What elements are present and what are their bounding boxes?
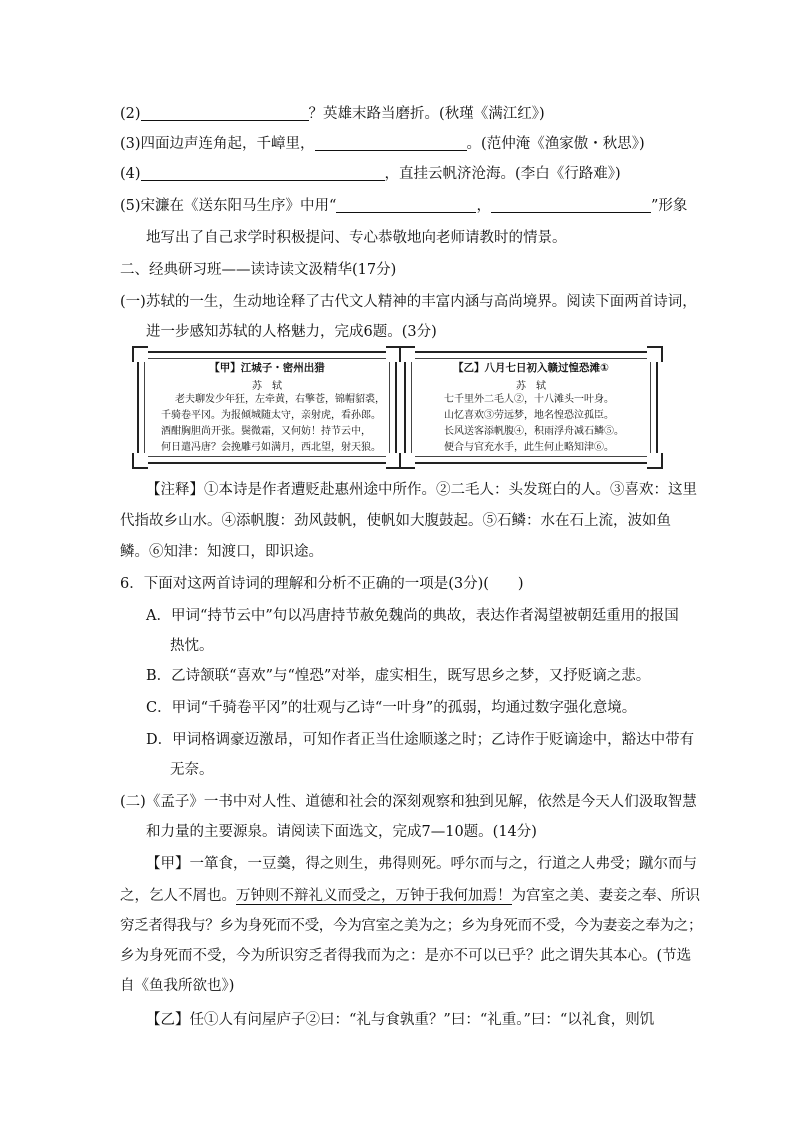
option-a[interactable]: A．甲词“持节云中”句以冯唐持节赦免魏尚的典故，表达作者渴望被朝廷重用的报国 [146, 608, 679, 624]
question-5 [120, 196, 687, 216]
poem-a-line: 老夫聊发少年狂，左牵黄，右擎苍，锦帽貂裘， [175, 394, 385, 405]
option-c[interactable]: C．甲词“千骑卷平冈”的壮观与乙诗“一叶身”的孤弱，均通过数字强化意境。 [146, 700, 637, 716]
poem-a-line: 千骑卷平冈。为报倾城随太守，亲射虎，看孙郎。 [161, 410, 381, 421]
passage-a-text: 之，乞人不屑也。 [120, 888, 236, 904]
question-3-text: 。(范仲淹《渔家傲・秋思》) [466, 136, 645, 152]
answer-blank[interactable] [141, 165, 385, 181]
part-1-intro-cont: 进一步感知苏轼的人格魅力，完成6题。(3分) [146, 324, 437, 340]
poem-b-line: 长风送客添帆腹④，积雨浮舟减石鳞⑤。 [444, 426, 624, 437]
poem-a-line: 酒酣胸胆尚开张。鬓微霜，又何妨！持节云中， [161, 426, 371, 437]
option-a-cont: 热忱。 [170, 638, 214, 654]
passage-a-line [120, 886, 700, 906]
answer-blank[interactable] [315, 135, 467, 151]
question-5-comma: ， [476, 198, 491, 214]
passage-a-line: 乡为身死而不受，今为所识穷乏者得我而为之：是亦不可以已乎？此之谓失其本心。(节选 [120, 948, 692, 964]
passage-b-line: 【乙】任①人有问屋庐子②曰：“礼与食孰重？”曰：“礼重。”曰：“以礼食，则饥 [146, 1012, 655, 1028]
underlined-sentence: 万钟则不辩礼义而受之，万钟于我何加焉！ [236, 888, 512, 904]
poem-b-line: 便合与官充水手，此生何止略知津⑥。 [444, 442, 614, 453]
part-1-intro: (一)苏轼的一生，生动地诠释了古代文人精神的丰富内涵与高尚境界。阅读下面两首诗词， [120, 294, 697, 310]
section-2-title: 二、经典研习班——读诗读文汲精华(17分) [120, 262, 397, 278]
poem-b-box [404, 351, 658, 464]
question-4-number: (4) [120, 166, 141, 182]
poem-a-author: 苏 轼 [252, 381, 282, 392]
poem-b-author: 苏 轼 [516, 381, 546, 392]
option-d-cont: 无奈。 [170, 762, 214, 778]
question-2-text: ？英雄末路当磨折。(秋瑾《满江红》) [308, 106, 545, 122]
question-2-number: (2) [120, 106, 141, 122]
part-2-intro-cont: 和力量的主要源泉。请阅读下面选文，完成7—10题。(14分) [146, 824, 537, 840]
question-3-prefix: (3)四面边声连角起，千嶂里， [120, 136, 315, 152]
passage-a-line: 自《鱼我所欲也》) [120, 978, 235, 994]
poem-a-box [137, 351, 397, 464]
passage-a-line: 【甲】一箪食，一豆羹，得之则生，弗得则死。呼尔而与之，行道之人弗受；蹴尔而与 [146, 856, 697, 872]
poem-b-title: 【乙】八月七日初入赣过惶恐滩① [453, 362, 609, 374]
option-b[interactable]: B．乙诗颔联“喜欢”与“惶恐”对举，虚实相生，既写思乡之梦，又抒贬谪之悲。 [146, 668, 651, 684]
poem-a-title: 【甲】江城子・密州出猎 [209, 362, 325, 374]
poem-b-line: 七千里外二毛人②，十八滩头一叶身。 [444, 394, 614, 405]
poem-b-line: 山忆喜欢③劳远梦，地名惶恐泣孤臣。 [444, 410, 614, 421]
answer-blank[interactable] [141, 105, 309, 121]
question-4-text: ，直挂云帆济沧海。(李白《行路难》) [384, 166, 621, 182]
question-6-stem: 6．下面对这两首诗词的理解和分析不正确的一项是(3分)( ) [120, 576, 524, 592]
answer-blank[interactable] [336, 197, 476, 213]
notes-line: 代指故乡山水。④添帆腹：劲风鼓帆，使帆如大腹鼓起。⑤石鳞：水在石上流，波如鱼 [120, 513, 671, 529]
notes-line: 鳞。⑥知津：知渡口，即识途。 [120, 544, 323, 560]
question-4 [120, 164, 621, 184]
poem-a-line: 何日遣冯唐？会挽雕弓如满月，西北望，射天狼。 [161, 442, 381, 453]
question-5-prefix: (5)宋濂在《送东阳马生序》中用“ [120, 198, 337, 214]
question-5-text: ”形象 [650, 198, 688, 214]
part-2-intro: (二)《孟子》一书中对人性、道德和社会的深刻观察和独到见解，依然是今天人们汲取智慧 [120, 794, 697, 810]
passage-a-line: 穷乏者得我与？乡为身死而不受，今为宫室之美为之；乡为身死而不受，今为妻妾之奉为之； [120, 918, 703, 934]
notes-line: 【注释】①本诗是作者遭贬赴惠州途中所作。②二毛人：头发斑白的人。③喜欢：这里 [146, 482, 697, 498]
question-3 [120, 134, 645, 154]
option-d[interactable]: D．甲词格调豪迈激昂，可知作者正当仕途顺遂之时；乙诗作于贬谪途中，豁达中带有 [146, 732, 695, 748]
question-2 [120, 104, 545, 124]
answer-blank[interactable] [491, 197, 651, 213]
question-5-continuation: 地写出了自己求学时积极提问、专心恭敬地向老师请教时的情景。 [146, 230, 567, 246]
passage-a-text: 为宫室之美、妻妾之奉、所识 [511, 888, 700, 904]
